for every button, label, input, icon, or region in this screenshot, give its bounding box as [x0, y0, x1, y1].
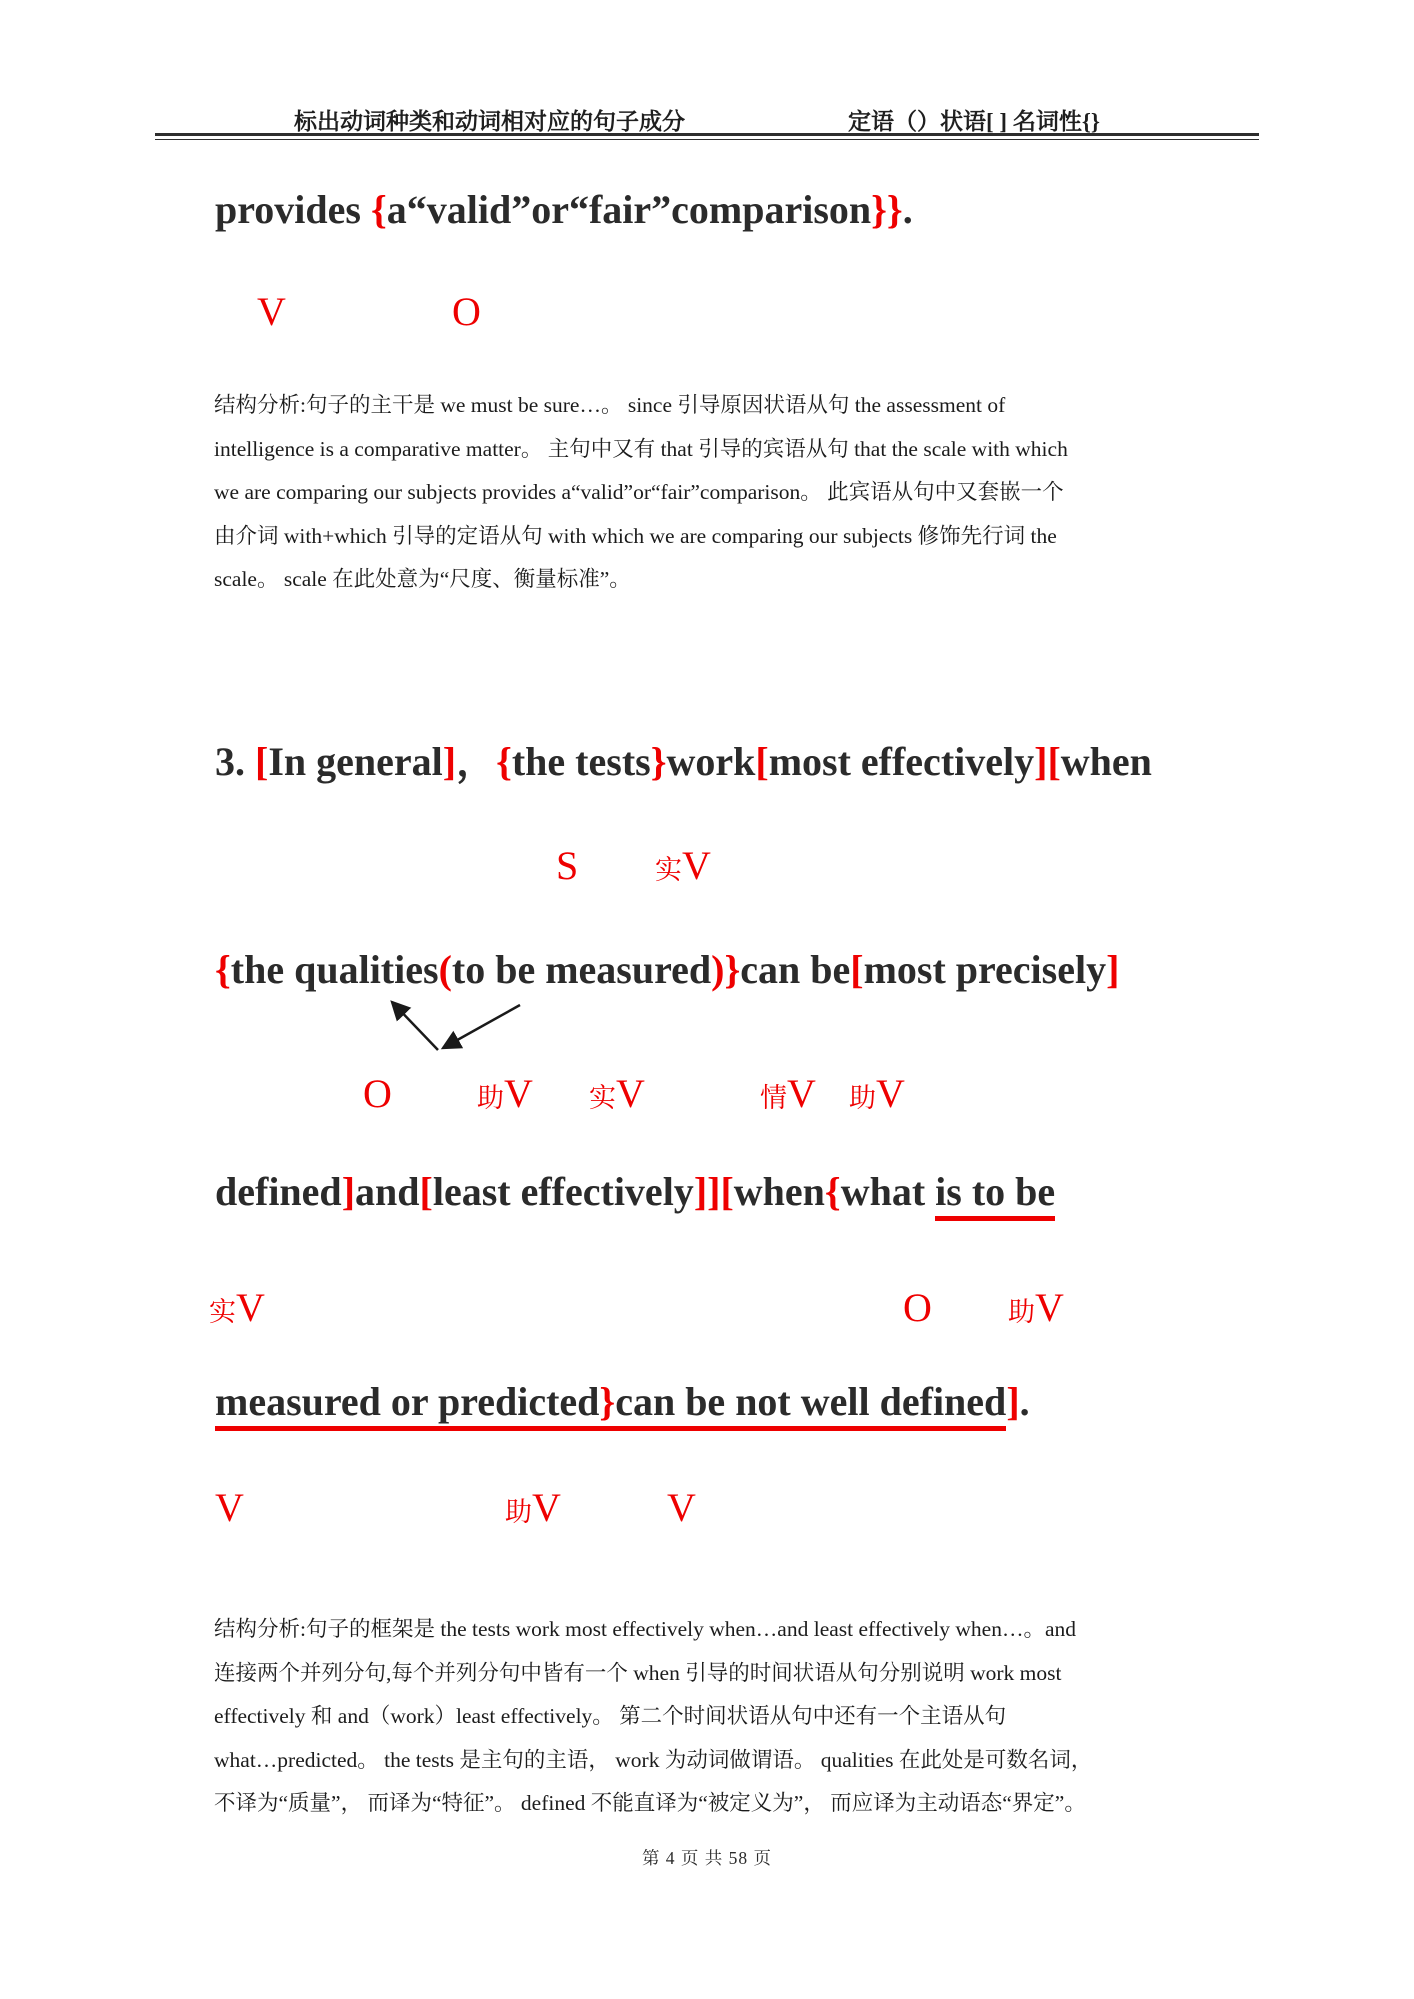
bracket-marker: ] — [442, 739, 457, 784]
text-segment: to be measured — [451, 947, 712, 992]
page-number: 第 4 页 共 58 页 — [641, 1848, 773, 1868]
notional-verb-label — [589, 1070, 645, 1117]
label-zh-part: 情 — [760, 1083, 787, 1113]
text-segment: can be not well defined — [615, 1379, 1006, 1431]
label-letter-part: V — [504, 1071, 533, 1116]
analysis-paragraph-2 — [214, 1608, 1214, 1826]
label-letter-part: V — [616, 1071, 645, 1116]
label-letter-part: V — [876, 1071, 905, 1116]
analysis-paragraph-1 — [214, 384, 1214, 602]
header-left-text: 标出动词种类和动词相对应的句子成分 — [294, 109, 685, 134]
bracket-marker: ] — [1106, 947, 1120, 992]
label-letter-part: O — [903, 1285, 932, 1330]
sentence3-line3 — [215, 1168, 1055, 1215]
bracket-marker: } — [650, 739, 667, 784]
label-letter-part: V — [532, 1485, 561, 1530]
text-segment: and — [355, 1169, 420, 1214]
bracket-marker: ] — [1006, 1379, 1020, 1424]
label-zh-part: 助 — [505, 1497, 532, 1527]
sentence3-line4 — [215, 1378, 1030, 1425]
bracket-marker: [ — [755, 739, 769, 784]
label-letter-part: V — [215, 1485, 244, 1530]
text-segment: most precisely — [863, 947, 1107, 992]
bracket-marker: [ — [419, 1169, 433, 1214]
bracket-marker: { — [215, 947, 231, 992]
text-segment: measured or predicted — [215, 1379, 599, 1431]
arrow-to-qualities — [392, 1002, 438, 1050]
analysis-line: 由介词 with+which 引导的定语从句 with which we are comparing our subjects 修饰先行词 the — [214, 523, 1057, 548]
label-letter-part: V — [787, 1071, 816, 1116]
label-zh-part: 实 — [209, 1297, 236, 1327]
analysis-line: 连接两个并列分句,每个并列分句中皆有一个 when 引导的时间状语从句分别说明 work most — [214, 1660, 1062, 1685]
text-segment: least effectively — [432, 1169, 694, 1214]
text-segment: what — [840, 1169, 936, 1214]
analysis-line: intelligence is a comparative matter。 主句中又有 that 引导的宾语从句 that the scale with which — [214, 436, 1068, 461]
bracket-marker: ( — [438, 947, 452, 992]
notional-verb-label — [655, 842, 711, 889]
analysis-line: effectively 和 and（work）least effectively。 第二个时间状语从句中还有一个主语从句 — [214, 1704, 1007, 1728]
label-letter-part: V — [1035, 1285, 1064, 1330]
text-segment: ， — [456, 739, 497, 784]
label-letter-part: S — [556, 843, 579, 888]
bracket-marker: }} — [871, 187, 903, 232]
arrow-to-object-label — [443, 1005, 520, 1048]
auxiliary-verb-label — [849, 1070, 905, 1117]
text-segment: . — [902, 187, 913, 232]
bracket-marker: { — [824, 1169, 841, 1214]
label-letter-part: V — [682, 843, 711, 888]
text-segment: work — [666, 739, 756, 784]
text-segment: can be — [740, 947, 851, 992]
label-zh-part: 实 — [655, 855, 682, 885]
analysis-line: 结构分析:句子的框架是 the tests work most effectively when…and least effectively when…。and — [214, 1617, 1077, 1641]
bracket-marker: )} — [711, 947, 741, 992]
bracket-marker: { — [496, 739, 512, 784]
sentence2-line1 — [215, 186, 913, 233]
analysis-line: 不译为“质量”， 而译为“特征”。 defined 不能直译为“被定义为”， 而应译为主动语态“界定”。 — [214, 1791, 1086, 1815]
label-letter-part: V — [257, 289, 286, 334]
text-segment: the qualities — [230, 947, 439, 992]
object-label — [452, 288, 481, 335]
label-zh-part: 助 — [477, 1083, 504, 1113]
label-zh-part: 助 — [1008, 1297, 1035, 1327]
bracket-marker: ][ — [1034, 739, 1061, 784]
bracket-marker: [ — [850, 947, 864, 992]
header-right-text: 定语（）状语[ ] 名词性{} — [848, 109, 1100, 134]
text-segment: is to be — [935, 1169, 1055, 1221]
analysis-line: what…predicted。 the tests 是主句的主语， work 为动词做谓语。 qualities 在此处是可数名词， — [214, 1747, 1093, 1772]
label-letter-part: V — [236, 1285, 265, 1330]
text-segment: a“valid”or“fair”comparison — [386, 187, 872, 232]
bracket-marker: [ — [255, 739, 269, 784]
object-label — [903, 1284, 932, 1331]
label-letter-part: O — [452, 289, 481, 334]
bracket-marker: } — [599, 1379, 615, 1431]
verb-label — [257, 288, 286, 335]
header-rule — [155, 133, 1259, 140]
verb-label — [667, 1484, 696, 1531]
text-segment: most effectively — [768, 739, 1035, 784]
text-segment: when — [733, 1169, 825, 1214]
label-letter-part: V — [667, 1485, 696, 1530]
sentence3-line1 — [215, 730, 1152, 787]
text-segment: when — [1060, 739, 1152, 784]
auxiliary-verb-label — [477, 1070, 533, 1117]
auxiliary-verb-label — [505, 1484, 561, 1531]
subject-label — [556, 842, 578, 889]
label-zh-part: 实 — [589, 1083, 616, 1113]
text-segment: In general — [268, 739, 443, 784]
label-zh-part: 助 — [849, 1083, 876, 1113]
label-letter-part: O — [363, 1071, 392, 1116]
auxiliary-verb-label — [1008, 1284, 1064, 1331]
analysis-line: we are comparing our subjects provides a“valid”or“fair”comparison。 此宾语从句中又套嵌一个 — [214, 480, 1064, 504]
analysis-line: scale。 scale 在此处意为“尺度、衡量标准”。 — [214, 567, 631, 591]
notional-verb-label — [209, 1284, 265, 1331]
object-label — [363, 1070, 392, 1117]
bracket-marker: ] — [341, 1169, 356, 1214]
analysis-line: 结构分析:句子的主干是 we must be sure…。 since 引导原因状语从句 the assessment of — [214, 393, 1006, 417]
text-segment: the tests — [511, 739, 651, 784]
text-segment: provides — [215, 187, 371, 232]
verb-label — [215, 1484, 244, 1531]
bracket-marker: { — [370, 187, 387, 232]
annotation-arrows — [280, 985, 560, 1075]
text-segment: defined — [215, 1169, 342, 1214]
modal-verb-label — [760, 1070, 816, 1117]
bracket-marker: ]][ — [693, 1169, 734, 1214]
text-segment: . — [1019, 1379, 1030, 1424]
text-segment: 3. — [215, 739, 255, 784]
